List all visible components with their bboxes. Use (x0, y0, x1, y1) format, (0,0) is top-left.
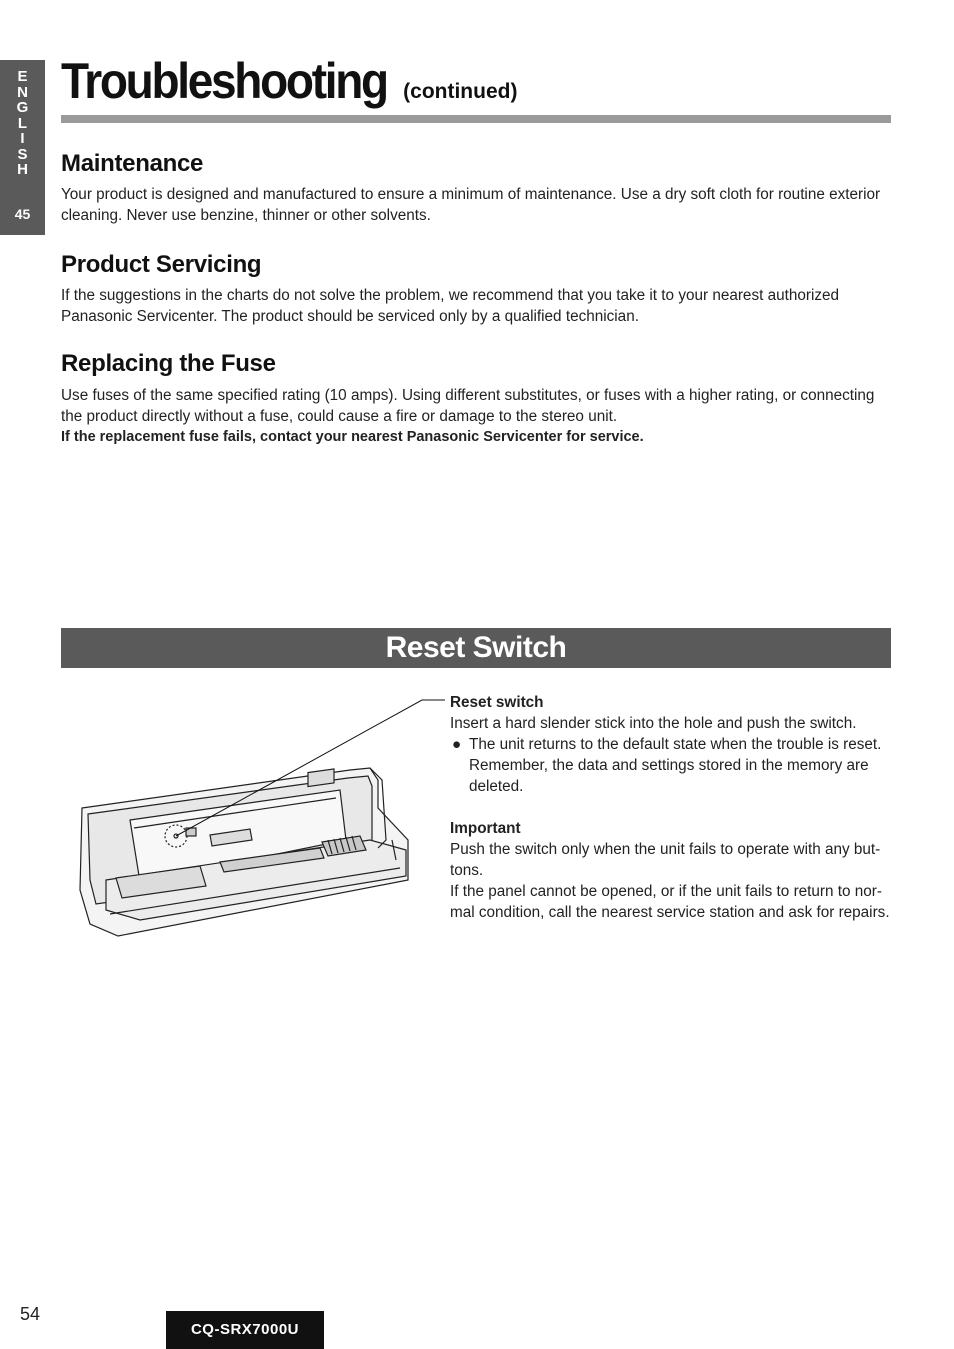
servicing-line: Panasonic Servicenter. The product should be serviced only by a qualified technician. (61, 308, 639, 325)
page-number: 54 (20, 1304, 41, 1324)
maintenance-heading: Maintenance (61, 150, 204, 177)
reset-switch-label: Reset switch (450, 694, 544, 711)
important-line: Push the switch only when the unit fails to operate with any but- (450, 841, 881, 858)
language-letter: L (17, 114, 28, 132)
reset-switch-band: Reset Switch (61, 628, 891, 668)
reset-switch-description (450, 692, 895, 797)
maintenance-line: Your product is designed and manufactured to ensure a minimum of maintenance. Use a dry soft cloth for routine exterior (61, 186, 881, 203)
important-line: tons. (450, 862, 484, 879)
product-servicing-heading: Product Servicing (61, 251, 262, 278)
maintenance-line: cleaning. Never use benzine, thinner or other solvents. (61, 207, 431, 224)
car-stereo-illustration (70, 690, 450, 950)
language-letter: G (16, 99, 29, 116)
model-badge: CQ-SRX7000U (166, 1311, 324, 1349)
important-line: mal condition, call the nearest service station and ask for repairs. (450, 904, 890, 921)
page-header (61, 52, 517, 110)
important-line: If the panel cannot be opened, or if the unit fails to return to nor- (450, 883, 882, 900)
language-letter: I (20, 130, 25, 147)
language-letter: H (17, 161, 28, 178)
bullet-line: Remember, the data and settings stored in the memory are (469, 757, 869, 774)
section-page-number: 45 (14, 206, 31, 222)
replacing-fuse-heading: Replacing the Fuse (61, 350, 276, 377)
page-subtitle: (continued) (403, 80, 518, 103)
important-note (450, 818, 895, 923)
maintenance-paragraph (61, 184, 891, 226)
language-letter: N (17, 83, 28, 101)
fuse-line: the product directly without a fuse, could cause a fire or damage to the stereo unit. (61, 408, 618, 425)
replacing-fuse-paragraph (61, 385, 891, 427)
language-letter: S (17, 145, 28, 163)
servicing-line: If the suggestions in the charts do not solve the problem, we recommend that you take it to your nearest authorized (61, 287, 840, 304)
reset-bullet (450, 734, 895, 797)
bullet-line: deleted. (469, 778, 524, 795)
header-rule (61, 115, 891, 123)
bullet-icon: ● (452, 736, 462, 753)
fuse-line: Use fuses of the same specified rating (10 amps). Using different substitutes, or fuses with a higher rating, or connecting (61, 387, 875, 404)
language-side-tab (0, 60, 45, 235)
product-servicing-paragraph (61, 285, 891, 327)
bullet-line: The unit returns to the default state when the trouble is reset. (469, 736, 882, 753)
page-title: Troubleshooting (61, 53, 387, 109)
reset-instruction: Insert a hard slender stick into the hole and push the switch. (450, 715, 857, 732)
language-letter: E (17, 68, 28, 85)
language-letters (0, 60, 45, 178)
fuse-warning: If the replacement fuse fails, contact your nearest Panasonic Servicenter for service. (61, 429, 644, 445)
important-heading: Important (450, 820, 521, 837)
